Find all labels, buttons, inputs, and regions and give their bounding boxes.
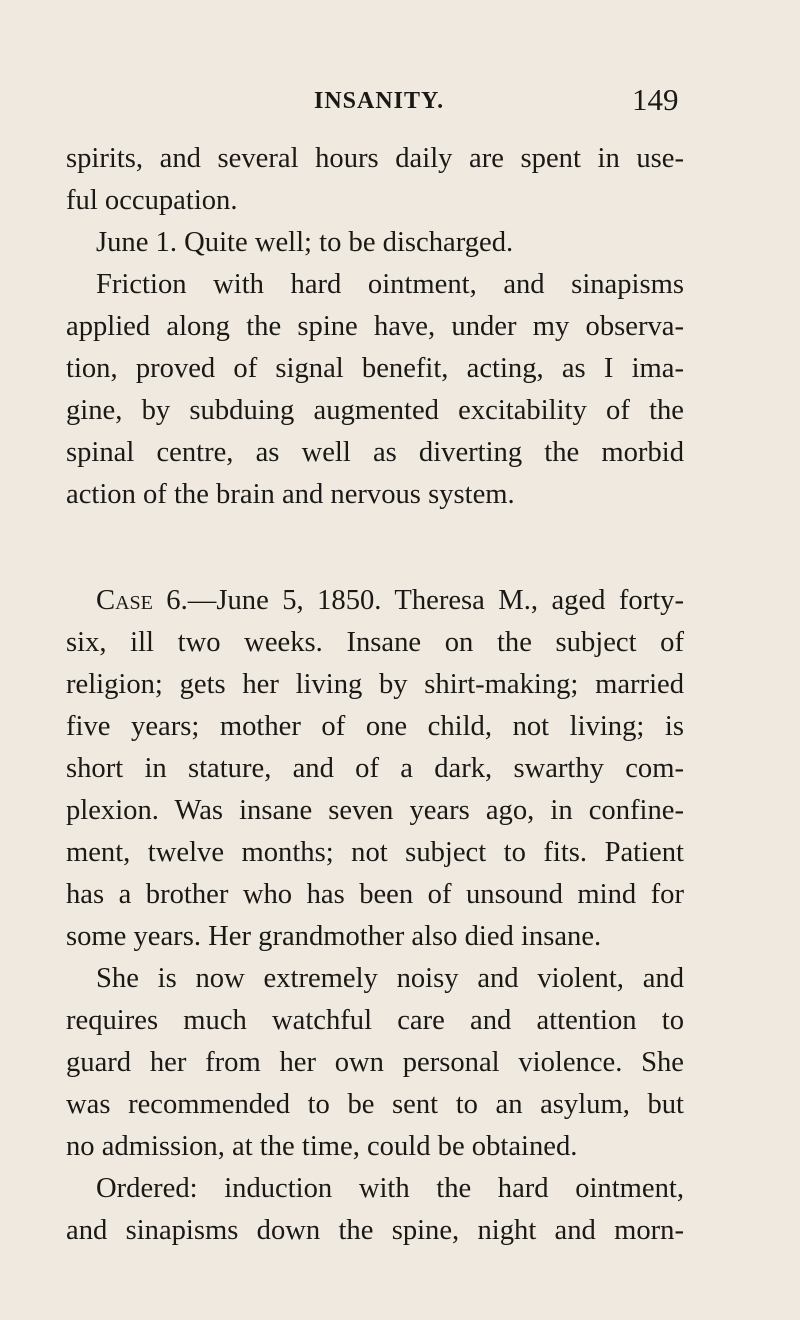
page-header bbox=[0, 82, 800, 128]
text-line: gine, by subduing augmented excitability of the bbox=[66, 395, 684, 426]
section-gap bbox=[66, 516, 684, 580]
text-line: six, ill two weeks. Insane on the subject of bbox=[66, 627, 684, 658]
text-line: and sinapisms down the spine, night and morn- bbox=[66, 1215, 684, 1246]
running-head: INSANITY. bbox=[314, 88, 445, 114]
text-line: action of the brain and nervous system. bbox=[66, 479, 515, 510]
text-line: spinal centre, as well as diverting the morbid bbox=[66, 437, 684, 468]
text-line: has a brother who has been of unsound mind for bbox=[66, 879, 684, 910]
text-line: ful occupation. bbox=[66, 185, 238, 216]
text-line: June 1. Quite well; to be discharged. bbox=[96, 227, 514, 258]
case-heading: Case 6. bbox=[96, 585, 188, 616]
text-line: some years. Her grandmother also died insane. bbox=[66, 921, 602, 952]
text-line: guard her from her own personal violence. She bbox=[66, 1047, 684, 1078]
paragraph bbox=[66, 264, 684, 516]
text-line: religion; gets her living by shirt-making; married bbox=[66, 669, 684, 700]
text-line: plexion. Was insane seven years ago, in confine- bbox=[66, 795, 684, 826]
text-line: applied along the spine have, under my observa- bbox=[66, 311, 684, 342]
text-line bbox=[66, 580, 684, 622]
text-line: Ordered: induction with the hard ointment, bbox=[96, 1173, 684, 1204]
page-number: 149 bbox=[632, 82, 679, 117]
text-line: ment, twelve months; not subject to fits. Patient bbox=[66, 837, 684, 868]
text-line: Friction with hard ointment, and sinapisms bbox=[96, 269, 684, 300]
text-line: was recommended to be sent to an asylum, but bbox=[66, 1089, 684, 1120]
text-line: She is now extremely noisy and violent, and bbox=[96, 963, 684, 994]
paragraph bbox=[66, 138, 684, 222]
text-line: no admission, at the time, could be obtained. bbox=[66, 1131, 578, 1162]
text-line: tion, proved of signal benefit, acting, as I ima- bbox=[66, 353, 684, 384]
body-text bbox=[66, 138, 684, 1252]
paragraph bbox=[66, 1168, 684, 1252]
paragraph bbox=[66, 222, 684, 264]
paragraph bbox=[66, 580, 684, 958]
text-line: spirits, and several hours daily are spent in use- bbox=[66, 143, 684, 174]
text-run: —June 5, 1850. Theresa M., aged forty- bbox=[187, 585, 684, 616]
text-line: five years; mother of one child, not living; is bbox=[66, 711, 684, 742]
paragraph bbox=[66, 958, 684, 1168]
text-line: short in stature, and of a dark, swarthy com- bbox=[66, 753, 684, 784]
text-line: requires much watchful care and attention to bbox=[66, 1005, 684, 1036]
